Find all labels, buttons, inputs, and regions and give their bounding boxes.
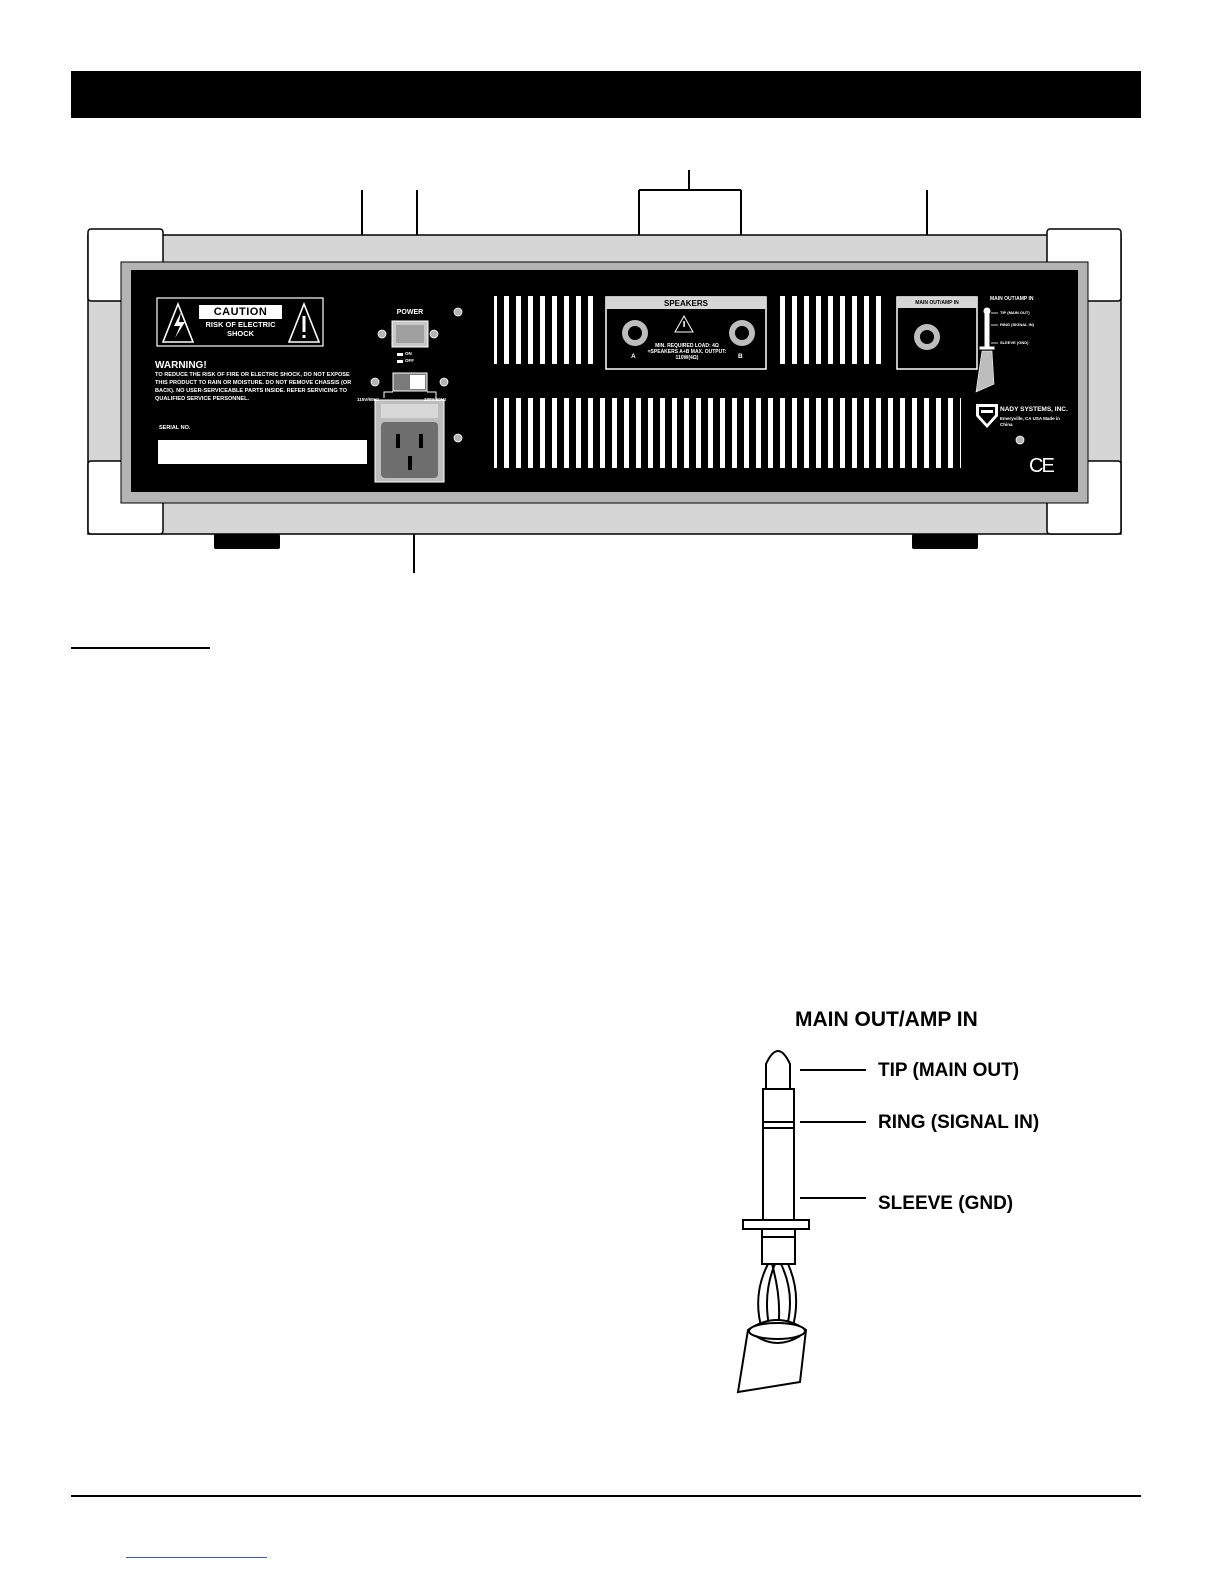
voltage-right-label: 230V/50Hz — [424, 397, 447, 402]
warning-title: WARNING! — [155, 360, 207, 371]
plug-leader-lines — [800, 1070, 866, 1198]
warning-body: TO REDUCE THE RISK OF FIRE OR ELECTRIC SHOCK, DO NOT EXPOSE THIS PRODUCT TO RAIN OR MOISTURE. DO NOT REMOVE CHASSIS (OR BACK). NO USER-SERVICEABLE PARTS INSIDE. REFER SERVICING TO QUALIFIED SERVICE PERSONNEL. — [155, 372, 352, 402]
footer-link-underline — [126, 1557, 267, 1558]
voltage-left-label: 115V/60Hz — [357, 397, 380, 402]
footer-rule — [71, 1495, 1141, 1497]
speaker-jack-b-label: B — [738, 353, 743, 360]
mini-plug-tip-label: TIP (MAIN OUT) — [1000, 310, 1030, 315]
caution-title: CAUTION — [199, 305, 282, 319]
mini-plug-sleeve-label: SLEEVE (GND) — [1000, 340, 1029, 345]
mini-plug-title: MAIN OUT/AMP IN — [990, 296, 1034, 302]
speaker-jack-a-label: A — [631, 353, 636, 360]
manufacturer-name: NADY SYSTEMS, INC. — [1000, 406, 1068, 413]
manufacturer-address: Emeryville, CA USA Made in China — [1000, 416, 1060, 427]
serial-label: SERIAL NO. — [159, 425, 191, 431]
ce-mark: CE — [1029, 455, 1053, 477]
plug-sleeve-label: SLEEVE (GND) — [878, 1193, 1014, 1214]
plug-drawing — [738, 1051, 809, 1392]
plug-ring-label: RING (SIGNAL IN) — [878, 1112, 1040, 1133]
power-off-label: OFF — [405, 358, 414, 363]
power-label: POWER — [396, 309, 424, 316]
caution-subtitle: RISK OF ELECTRIC SHOCK — [205, 320, 276, 338]
plug-diagram-title: MAIN OUT/AMP IN — [795, 1008, 978, 1031]
speakers-info: MIN. REQUIRED LOAD: 4Ω =SPEAKERS A+B MAX. OUTPUT: 110W(4Ω) — [647, 343, 727, 361]
mini-plug-ring-label: RING (SIGNAL IN) — [1000, 322, 1034, 327]
main-out-title: MAIN OUT/AMP IN — [915, 300, 959, 306]
power-on-label: ON — [405, 351, 412, 356]
speakers-title: SPEAKERS — [663, 299, 708, 308]
plug-tip-label: TIP (MAIN OUT) — [878, 1060, 1020, 1081]
